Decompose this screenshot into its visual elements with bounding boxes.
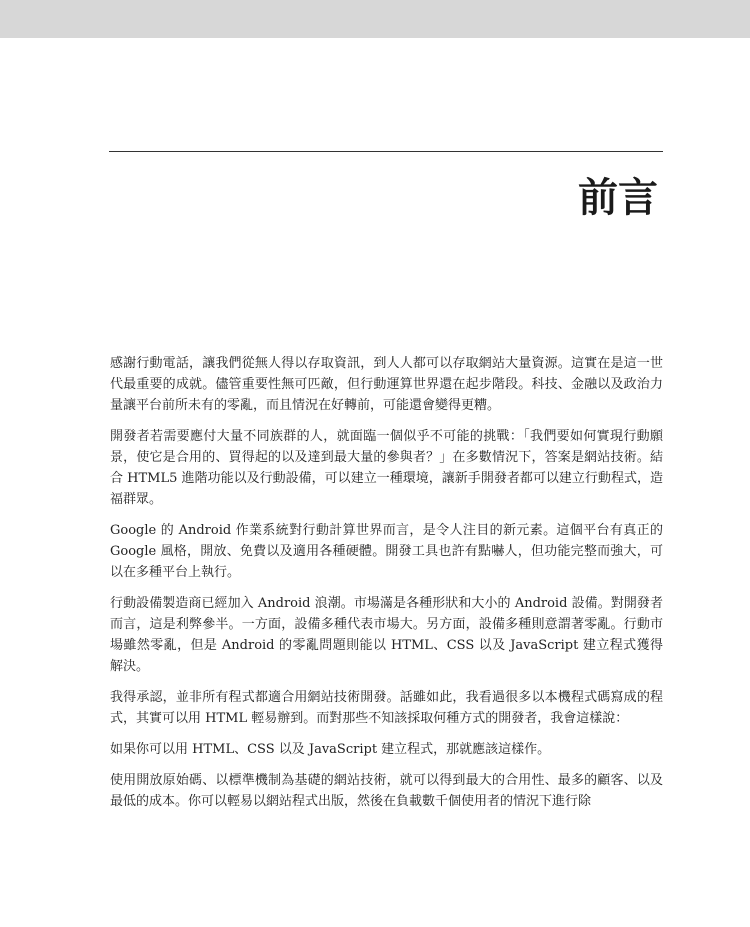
chapter-rule	[109, 151, 663, 152]
paragraph: 我得承認，並非所有程式都適合用網站技術開發。話雖如此，我看過很多以本機程式碼寫成的程式，其實可以用 HTML 輕易辦到。而對那些不知該採取何種方式的開發者，我會這樣說：	[110, 690, 663, 726]
paragraph: 感謝行動電話，讓我們從無人得以存取資訊，到人人都可以存取網站大量資源。這實在是這一世代最重要的成就。儘管重要性無可匹敵，但行動運算世界還在起步階段。科技、金融以及政治力量讓平台前所未有的零亂，而且情況在好轉前，可能還會變得更糟。	[110, 356, 663, 413]
paragraph: 如果你可以用 HTML、CSS 以及 JavaScript 建立程式，那就應該這樣作。	[110, 742, 551, 757]
paragraph: Google 的 Android 作業系統對行動計算世界而言，是令人注目的新元素。這個平台有真正的 Google 風格，開放、免費以及適用各種硬體。開發工具也許有點嚇人，但功能完整而強大，可以在多種平台上執行。	[110, 523, 663, 580]
paragraph: 開發者若需要應付大量不同族群的人，就面臨一個似乎不可能的挑戰：「我們要如何實現行動願景，使它是合用的、買得起的以及達到最大量的參與者？」在多數情況下，答案是網站技術。結合 HTML5 進階功能以及行動設備，可以建立一種環境，讓新手開發者都可以建立行動程式，造福群眾。	[110, 429, 663, 507]
body-text	[110, 353, 663, 822]
paragraph: 行動設備製造商已經加入 Android 浪潮。市場滿是各種形狀和大小的 Android 設備。對開發者而言，這是利弊參半。一方面，設備多種代表市場大。另方面，設備多種則意謂著零亂。行動市場雖然零亂，但是 Android 的零亂問題則能以 HTML、CSS 以及 JavaScript 建立程式獲得解決。	[110, 596, 663, 674]
paragraph: 使用開放原始碼、以標準機制為基礎的網站技術，就可以得到最大的合用性、最多的顧客、以及最低的成本。你可以輕易以網站程式出版，然後在負載數千個使用者的情況下進行除	[110, 773, 663, 809]
chapter-title: 前言	[578, 175, 658, 221]
top-gray-band	[0, 0, 750, 38]
